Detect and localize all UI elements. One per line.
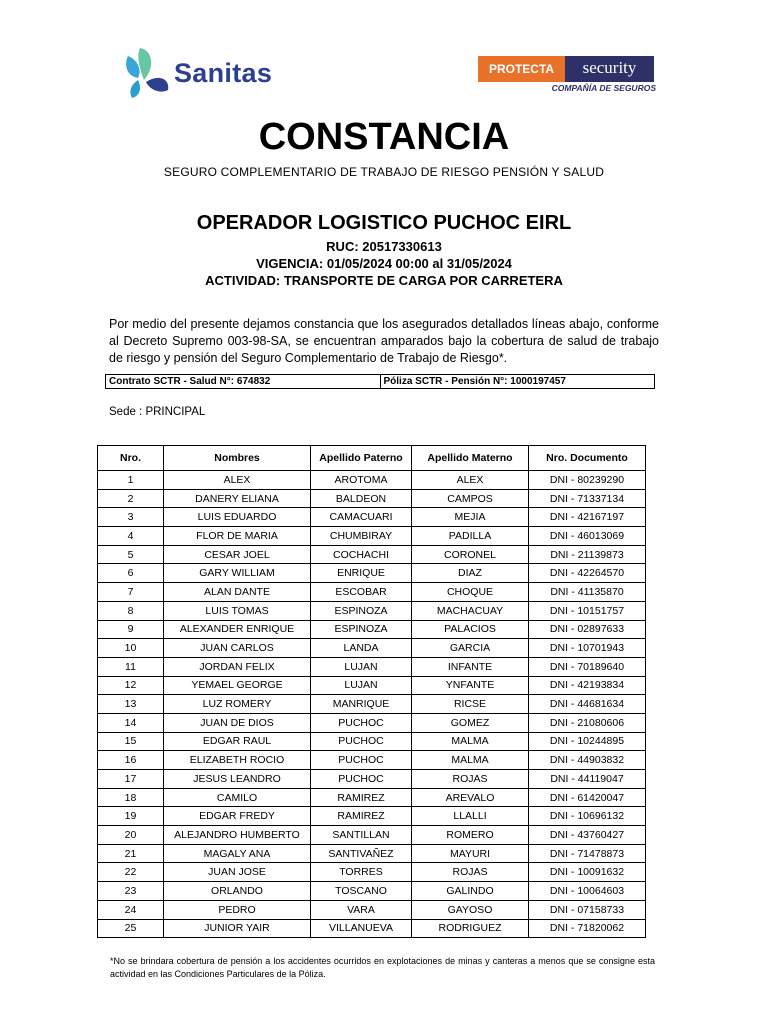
table-row [98,844,646,863]
cell-nro: 22 [98,863,164,882]
cell-nro: 12 [98,676,164,695]
cell-nro: 20 [98,826,164,845]
table-row [98,601,646,620]
cell-apellido-materno: GARCIA [412,639,529,658]
table-row [98,807,646,826]
cell-documento: DNI - 80239290 [529,471,646,490]
cell-apellido-paterno: ENRIQUE [311,564,412,583]
cell-nombres: MAGALY ANA [164,844,311,863]
cell-apellido-materno: CHOQUE [412,583,529,602]
cell-documento: DNI - 10244895 [529,732,646,751]
cell-apellido-materno: MALMA [412,751,529,770]
cell-nombres: JUAN DE DIOS [164,713,311,732]
table-row [98,919,646,938]
cell-nro: 24 [98,900,164,919]
cell-documento: DNI - 43760427 [529,826,646,845]
cell-nombres: FLOR DE MARIA [164,527,311,546]
cell-nro: 19 [98,807,164,826]
column-header-documento: Nro. Documento [529,446,646,471]
footnote: *No se brindara cobertura de pensión a los accidentes ocurridos en explotaciones de minas y canteras a menos que se consigne esta actividad en las Condiciones Particulares de la Póliza. [110,956,655,979]
cell-nombres: DANERY ELIANA [164,489,311,508]
table-row [98,751,646,770]
cell-apellido-materno: GAYOSO [412,900,529,919]
column-header-nombres: Nombres [164,446,311,471]
cell-documento: DNI - 10696132 [529,807,646,826]
table-row [98,900,646,919]
cell-nro: 9 [98,620,164,639]
cell-apellido-materno: DIAZ [412,564,529,583]
cell-documento: DNI - 42264570 [529,564,646,583]
vigencia-line: VIGENCIA: 01/05/2024 00:00 al 31/05/2024 [256,256,512,271]
page-title: CONSTANCIA [258,116,510,158]
sanitas-butterfly-icon [122,44,174,100]
cell-apellido-materno: INFANTE [412,657,529,676]
table-row [98,489,646,508]
cell-apellido-materno: ROJAS [412,863,529,882]
table-row [98,583,646,602]
cell-apellido-paterno: LUJAN [311,657,412,676]
cell-apellido-paterno: CHUMBIRAY [311,527,412,546]
cell-nro: 5 [98,545,164,564]
cell-documento: DNI - 71337134 [529,489,646,508]
cell-apellido-paterno: TOSCANO [311,882,412,901]
cell-nombres: EDGAR RAUL [164,732,311,751]
cell-nro: 16 [98,751,164,770]
cell-documento: DNI - 10701943 [529,639,646,658]
cell-apellido-materno: MACHACUAY [412,601,529,620]
table-row [98,732,646,751]
cell-apellido-paterno: MANRIQUE [311,695,412,714]
column-header-apellido-paterno: Apellido Paterno [311,446,412,471]
cell-apellido-paterno: SANTIVAÑEZ [311,844,412,863]
cell-apellido-paterno: AROTOMA [311,471,412,490]
security-label: security [565,56,654,82]
cell-nro: 17 [98,770,164,789]
cell-documento: DNI - 44681634 [529,695,646,714]
ruc-line: RUC: 20517330613 [326,239,442,254]
cell-apellido-materno: LLALLI [412,807,529,826]
cell-nombres: ALEJANDRO HUMBERTO [164,826,311,845]
cell-nro: 25 [98,919,164,938]
cell-nombres: CAMILO [164,788,311,807]
cell-apellido-paterno: VARA [311,900,412,919]
cell-nombres: JUAN CARLOS [164,639,311,658]
table-row [98,788,646,807]
cell-nombres: LUIS EDUARDO [164,508,311,527]
cell-nombres: JUNIOR YAIR [164,919,311,938]
cell-documento: DNI - 71478873 [529,844,646,863]
page-subtitle: SEGURO COMPLEMENTARIO DE TRABAJO DE RIESGO PENSIÓN Y SALUD [163,165,605,179]
cell-apellido-materno: PALACIOS [412,620,529,639]
cell-nombres: JORDAN FELIX [164,657,311,676]
cell-nro: 21 [98,844,164,863]
table-row [98,826,646,845]
cell-apellido-materno: PADILLA [412,527,529,546]
cell-documento: DNI - 10151757 [529,601,646,620]
cell-apellido-paterno: BALDEON [311,489,412,508]
table-row [98,882,646,901]
cell-apellido-paterno: SANTILLAN [311,826,412,845]
contract-info-box [105,374,655,389]
cell-apellido-materno: MEJIA [412,508,529,527]
cell-apellido-materno: CAMPOS [412,489,529,508]
cell-documento: DNI - 42193834 [529,676,646,695]
table-body [98,471,646,938]
cell-apellido-paterno: CAMACUARI [311,508,412,527]
cell-apellido-paterno: RAMIREZ [311,788,412,807]
cell-nro: 3 [98,508,164,527]
cell-nombres: CESAR JOEL [164,545,311,564]
cell-apellido-paterno: ESPINOZA [311,601,412,620]
cell-nombres: ALEXANDER ENRIQUE [164,620,311,639]
actividad-line: ACTIVIDAD: TRANSPORTE DE CARGA POR CARRETERA [205,273,563,288]
table-row [98,471,646,490]
cell-apellido-materno: ROMERO [412,826,529,845]
protecta-security-logo [478,56,656,96]
intro-paragraph: Por medio del presente dejamos constancia que los asegurados detallados líneas abajo, conforme al Decreto Supremo 003-98-SA, se encuentran amparados bajo la cobertura de salud de trabajo de riesgo y pensión del Seguro Complementario de Trabajo de Riesgo*. [109,317,659,365]
cell-nro: 15 [98,732,164,751]
table-row [98,657,646,676]
cell-documento: DNI - 10064603 [529,882,646,901]
table-row [98,545,646,564]
sede-label: Sede : PRINCIPAL [109,406,206,418]
cell-apellido-paterno: PUCHOC [311,770,412,789]
cell-apellido-materno: MALMA [412,732,529,751]
cell-nro: 14 [98,713,164,732]
table-row [98,676,646,695]
cell-apellido-paterno: RAMIREZ [311,807,412,826]
cell-nombres: YEMAEL GEORGE [164,676,311,695]
cell-apellido-paterno: ESPINOZA [311,620,412,639]
table-row [98,564,646,583]
cell-nombres: LUIS TOMAS [164,601,311,620]
cell-documento: DNI - 44903832 [529,751,646,770]
cell-nro: 10 [98,639,164,658]
cell-nro: 8 [98,601,164,620]
cell-nombres: JUAN JOSE [164,863,311,882]
table-row [98,639,646,658]
cell-apellido-paterno: ESCOBAR [311,583,412,602]
cell-apellido-materno: RICSE [412,695,529,714]
cell-apellido-paterno: LUJAN [311,676,412,695]
cell-nro: 4 [98,527,164,546]
cell-apellido-paterno: TORRES [311,863,412,882]
column-header-nro: Nro. [98,446,164,471]
cell-apellido-materno: AREVALO [412,788,529,807]
cell-nro: 11 [98,657,164,676]
cell-nombres: ELIZABETH ROCIO [164,751,311,770]
compania-label: COMPAÑÍA DE SEGUROS [551,83,656,93]
cell-documento: DNI - 61420047 [529,788,646,807]
cell-documento: DNI - 10091632 [529,863,646,882]
cell-apellido-materno: CORONEL [412,545,529,564]
poliza-pension: Póliza SCTR - Pensión N°: 1000197457 [383,376,566,387]
company-name: OPERADOR LOGISTICO PUCHOC EIRL [196,212,572,234]
cell-apellido-paterno: COCHACHI [311,545,412,564]
cell-nombres: JESUS LEANDRO [164,770,311,789]
cell-documento: DNI - 46013069 [529,527,646,546]
cell-apellido-paterno: PUCHOC [311,713,412,732]
cell-apellido-paterno: VILLANUEVA [311,919,412,938]
cell-apellido-paterno: LANDA [311,639,412,658]
cell-nombres: ALEX [164,471,311,490]
cell-apellido-materno: ROJAS [412,770,529,789]
cell-nro: 13 [98,695,164,714]
table-row [98,508,646,527]
cell-apellido-materno: MAYURI [412,844,529,863]
cell-documento: DNI - 70189640 [529,657,646,676]
table-row [98,527,646,546]
cell-apellido-materno: GOMEZ [412,713,529,732]
cell-nro: 1 [98,471,164,490]
table-row [98,770,646,789]
insured-table [97,445,646,938]
table-row [98,713,646,732]
table-row [98,863,646,882]
cell-nombres: ORLANDO [164,882,311,901]
sanitas-logo [122,44,292,100]
cell-nombres: GARY WILLIAM [164,564,311,583]
cell-apellido-materno: RODRIGUEZ [412,919,529,938]
cell-nombres: ALAN DANTE [164,583,311,602]
sanitas-wordmark: Sanitas [174,58,273,88]
cell-apellido-paterno: PUCHOC [311,751,412,770]
cell-apellido-materno: ALEX [412,471,529,490]
table-row [98,695,646,714]
cell-nro: 6 [98,564,164,583]
column-header-apellido-materno: Apellido Materno [412,446,529,471]
cell-documento: DNI - 21080606 [529,713,646,732]
cell-nombres: PEDRO [164,900,311,919]
cell-nro: 18 [98,788,164,807]
table-header-row [98,446,646,471]
cell-nombres: LUZ ROMERY [164,695,311,714]
cell-nro: 7 [98,583,164,602]
cell-documento: DNI - 71820062 [529,919,646,938]
cell-nro: 2 [98,489,164,508]
cell-documento: DNI - 07158733 [529,900,646,919]
cell-apellido-materno: GALINDO [412,882,529,901]
cell-apellido-paterno: PUCHOC [311,732,412,751]
cell-nro: 23 [98,882,164,901]
cell-apellido-materno: YNFANTE [412,676,529,695]
table-row [98,620,646,639]
cell-documento: DNI - 41135870 [529,583,646,602]
cell-documento: DNI - 42167197 [529,508,646,527]
contrato-salud: Contrato SCTR - Salud N°: 674832 [106,375,381,388]
cell-documento: DNI - 02897633 [529,620,646,639]
cell-nombres: EDGAR FREDY [164,807,311,826]
protecta-label: PROTECTA [478,56,565,82]
cell-documento: DNI - 21139873 [529,545,646,564]
cell-documento: DNI - 44119047 [529,770,646,789]
